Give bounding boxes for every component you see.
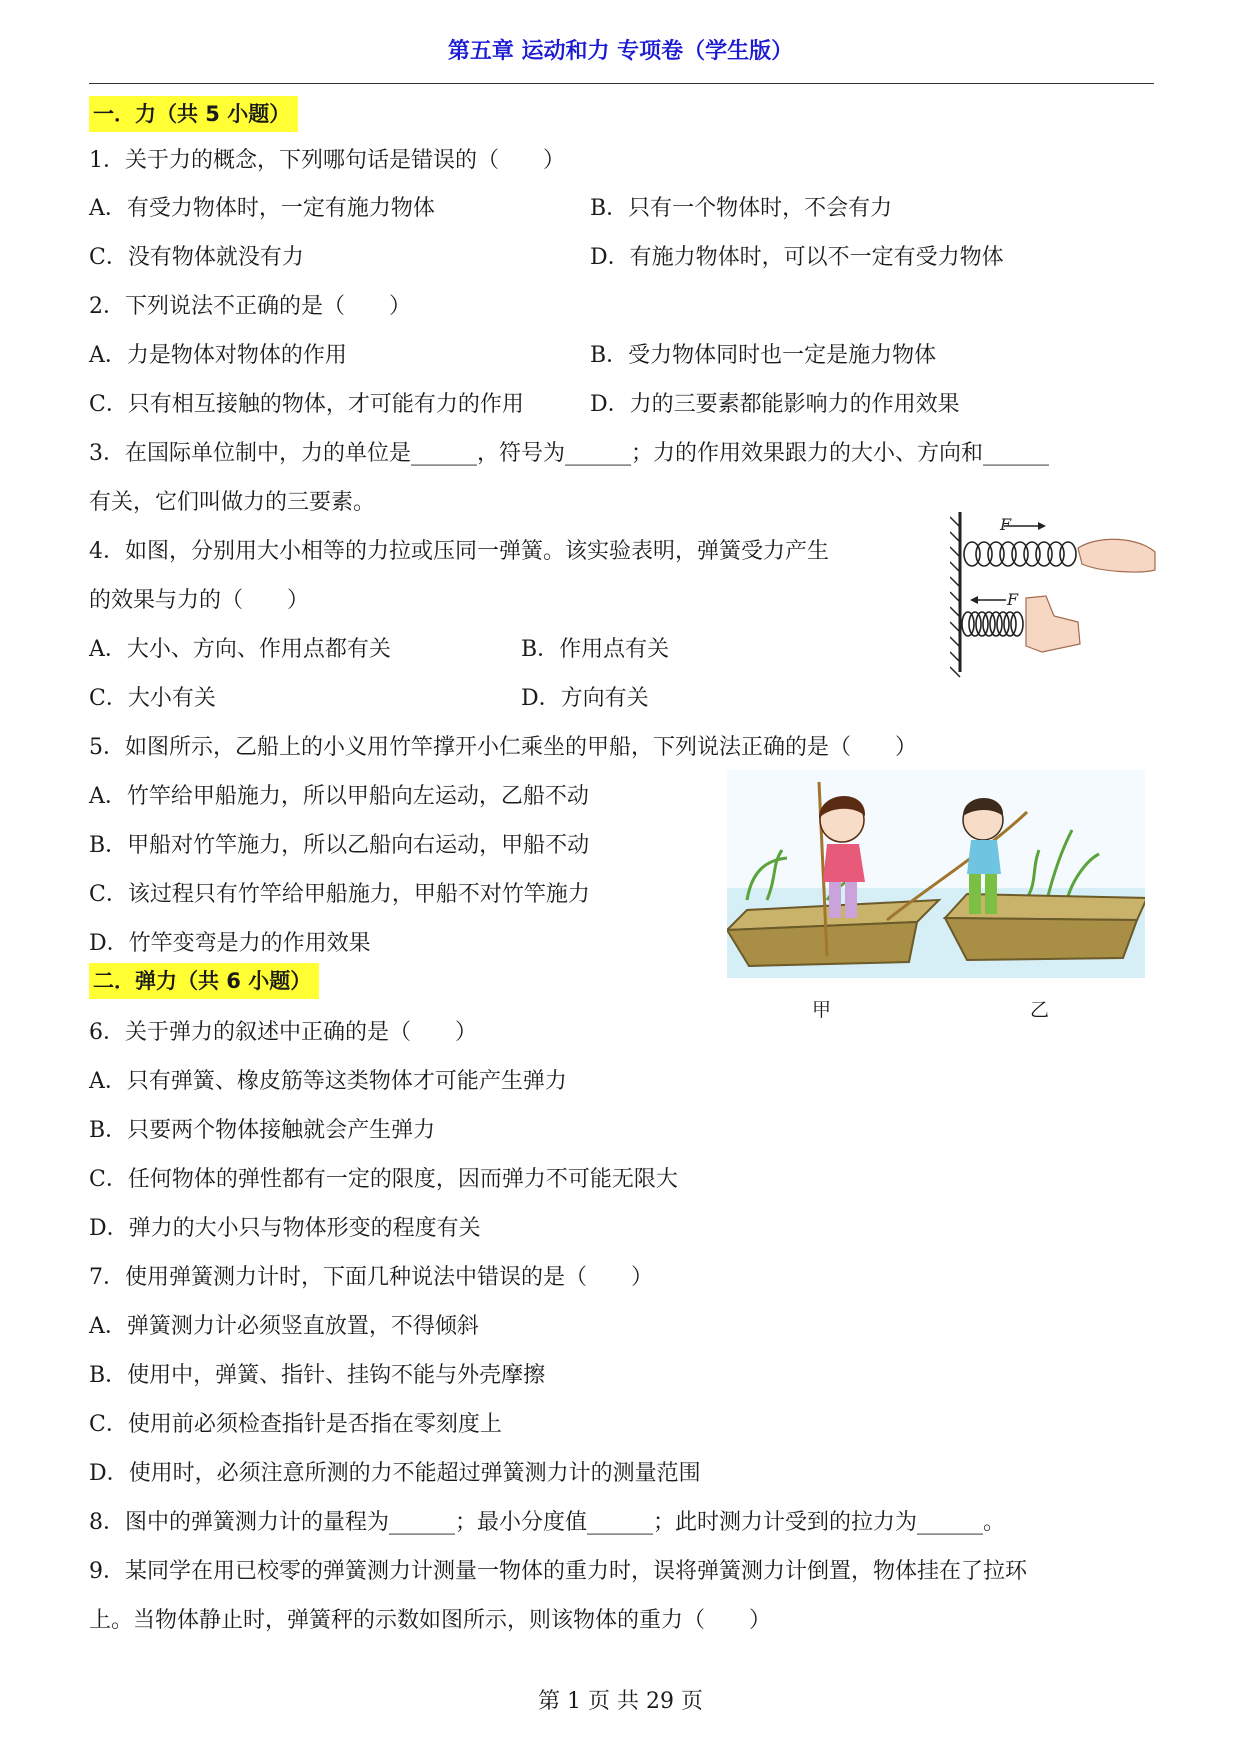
question-4-line-1: 4．如图，分别用大小相等的力拉或压同一弹簧。该实验表明，弹簧受力产生: [89, 539, 829, 564]
question-5-option-a: A．竹竿给甲船施力，所以甲船向左运动，乙船不动: [89, 784, 589, 809]
question-2-option-c: C．只有相互接触的物体，才可能有力的作用: [89, 392, 524, 417]
question-7-option-c: C．使用前必须检查指针是否指在零刻度上: [89, 1412, 502, 1437]
boat-label-jia: 甲: [812, 999, 832, 1021]
question-7-option-d: D．使用时，必须注意所测的力不能超过弹簧测力计的测量范围: [89, 1461, 701, 1486]
force-label-top: F: [1000, 515, 1012, 534]
question-2-stem: 2．下列说法不正确的是（ ）: [89, 294, 411, 319]
question-1-option-b: B．只有一个物体时，不会有力: [590, 196, 893, 221]
question-6-stem: 6．关于弹力的叙述中正确的是（ ）: [89, 1020, 477, 1045]
page-number: 第 1 页 共 29 页: [538, 1689, 703, 1714]
question-7-stem: 7．使用弹簧测力计时，下面几种说法中错误的是（ ）: [89, 1265, 653, 1290]
question-4-line-2: 的效果与力的（ ）: [89, 588, 310, 613]
question-8-stem: 8．图中的弹簧测力计的量程为______；最小分度值______；此时测力计受到的拉力为______。: [89, 1510, 1005, 1535]
question-2-option-b: B．受力物体同时也一定是施力物体: [590, 343, 937, 368]
question-5-option-c: C．该过程只有竹竿给甲船施力，甲船不对竹竿施力: [89, 882, 590, 907]
question-4-option-c: C．大小有关: [89, 686, 216, 711]
question-1-stem: 1．关于力的概念，下列哪句话是错误的（ ）: [89, 148, 565, 173]
boats-figure: [727, 770, 1145, 978]
question-5-option-d: D．竹竿变弯是力的作用效果: [89, 931, 371, 956]
question-7-option-a: A．弹簧测力计必须竖直放置，不得倾斜: [89, 1314, 479, 1339]
question-2-option-d: D．力的三要素都能影响力的作用效果: [590, 392, 960, 417]
question-9-line-2: 上。当物体静止时，弹簧秤的示数如图所示，则该物体的重力（ ）: [89, 1608, 772, 1633]
question-4-option-b: B．作用点有关: [521, 637, 670, 662]
hand-pulling-icon: [1078, 539, 1155, 572]
question-1-option-d: D．有施力物体时，可以不一定有受力物体: [590, 245, 1004, 270]
header-divider: [89, 83, 1154, 84]
question-2-option-a: A．力是物体对物体的作用: [89, 343, 347, 368]
page-title: 第五章 运动和力 专项卷（学生版）: [447, 39, 794, 64]
question-3-line-2: 有关，它们叫做力的三要素。: [89, 490, 376, 515]
question-9-line-1: 9．某同学在用已校零的弹簧测力计测量一物体的重力时，误将弹簧测力计倒置，物体挂在了拉环: [89, 1559, 1028, 1584]
question-1-option-c: C．没有物体就没有力: [89, 245, 304, 270]
hand-pushing-icon: [1026, 596, 1080, 652]
question-7-option-b: B．使用中，弹簧、指针、挂钩不能与外壳摩擦: [89, 1363, 546, 1388]
question-6-option-d: D．弹力的大小只与物体形变的程度有关: [89, 1216, 481, 1241]
question-4-option-d: D．方向有关: [521, 686, 649, 711]
question-1-option-a: A．有受力物体时，一定有施力物体: [89, 196, 435, 221]
question-6-option-b: B．只要两个物体接触就会产生弹力: [89, 1118, 436, 1143]
question-4-option-a: A．大小、方向、作用点都有关: [89, 637, 391, 662]
question-6-option-c: C．任何物体的弹性都有一定的限度，因而弹力不可能无限大: [89, 1167, 678, 1192]
section-heading-elastic-force: 二．弹力（共 6 小题）: [89, 963, 319, 999]
force-label-bottom: F: [1007, 590, 1019, 609]
question-3-line-1: 3．在国际单位制中，力的单位是______，符号为______；力的作用效果跟力的大小、方向和______: [89, 441, 1049, 466]
question-5-option-b: B．甲船对竹竿施力，所以乙船向右运动，甲船不动: [89, 833, 590, 858]
boat-label-yi: 乙: [1030, 999, 1050, 1021]
question-6-option-a: A．只有弹簧、橡皮筋等这类物体才可能产生弹力: [89, 1069, 567, 1094]
question-5-stem: 5．如图所示，乙船上的小义用竹竿撑开小仁乘坐的甲船，下列说法正确的是（ ）: [89, 735, 917, 760]
spring-figure: [950, 512, 1160, 682]
section-heading-force: 一．力（共 5 小题）: [89, 96, 298, 132]
